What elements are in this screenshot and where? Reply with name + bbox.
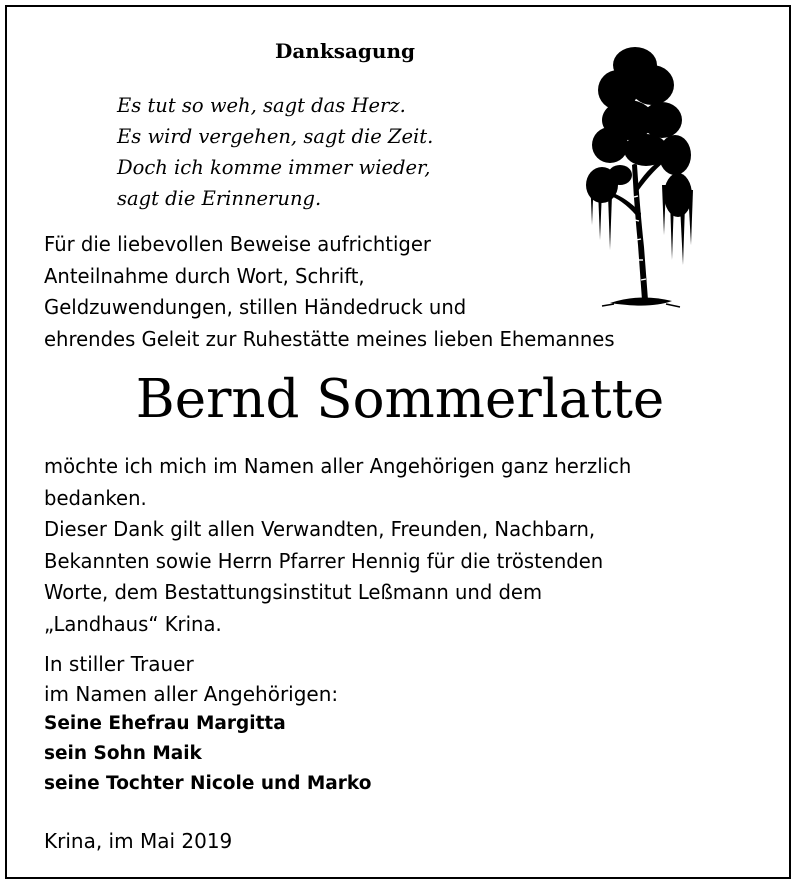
text-line: Anteilnahme durch Wort, Schrift, xyxy=(44,263,365,288)
text-line: ehrendes Geleit zur Ruhestätte meines lieben Ehemannes xyxy=(44,326,615,351)
notice-heading: Danksagung xyxy=(275,39,415,63)
poem-line: Es wird vergehen, sagt die Zeit. xyxy=(117,125,434,148)
closing-block xyxy=(44,649,371,799)
place-date: Krina, im Mai 2019 xyxy=(44,829,233,853)
text-line: „Landhaus“ Krina. xyxy=(44,611,222,636)
poem-line: Doch ich komme immer wieder, xyxy=(117,156,431,179)
text-line: möchte ich mich im Namen aller Angehörigen ganz herzlich xyxy=(44,454,632,478)
poem-line: sagt die Erinnerung. xyxy=(117,187,322,210)
text-line: Dieser Dank gilt allen Verwandten, Freunden, Nachbarn, xyxy=(44,517,596,541)
family-member: Seine Ehefrau Margitta xyxy=(44,713,286,734)
text-line: Worte, dem Bestattungsinstitut Leßmann und dem xyxy=(44,580,543,604)
poem-line: Es tut so weh, sagt das Herz. xyxy=(117,94,406,117)
closing-line: In stiller Trauer xyxy=(44,652,194,676)
text-line: Für die liebevollen Beweise aufrichtiger xyxy=(44,232,432,256)
text-line: Bekannten sowie Herrn Pfarrer Hennig für die tröstenden xyxy=(44,548,604,573)
thanks-body xyxy=(44,451,631,640)
family-member: sein Sohn Maik xyxy=(44,743,202,764)
text-line: Geldzuwendungen, stillen Händedruck und xyxy=(44,295,467,319)
text-line: bedanken. xyxy=(44,485,147,510)
thanks-intro xyxy=(44,229,615,355)
closing-line: im Namen aller Angehörigen: xyxy=(44,682,339,706)
deceased-name: Bernd Sommerlatte xyxy=(135,369,665,430)
family-member: seine Tochter Nicole und Marko xyxy=(44,773,372,794)
poem xyxy=(117,90,433,214)
